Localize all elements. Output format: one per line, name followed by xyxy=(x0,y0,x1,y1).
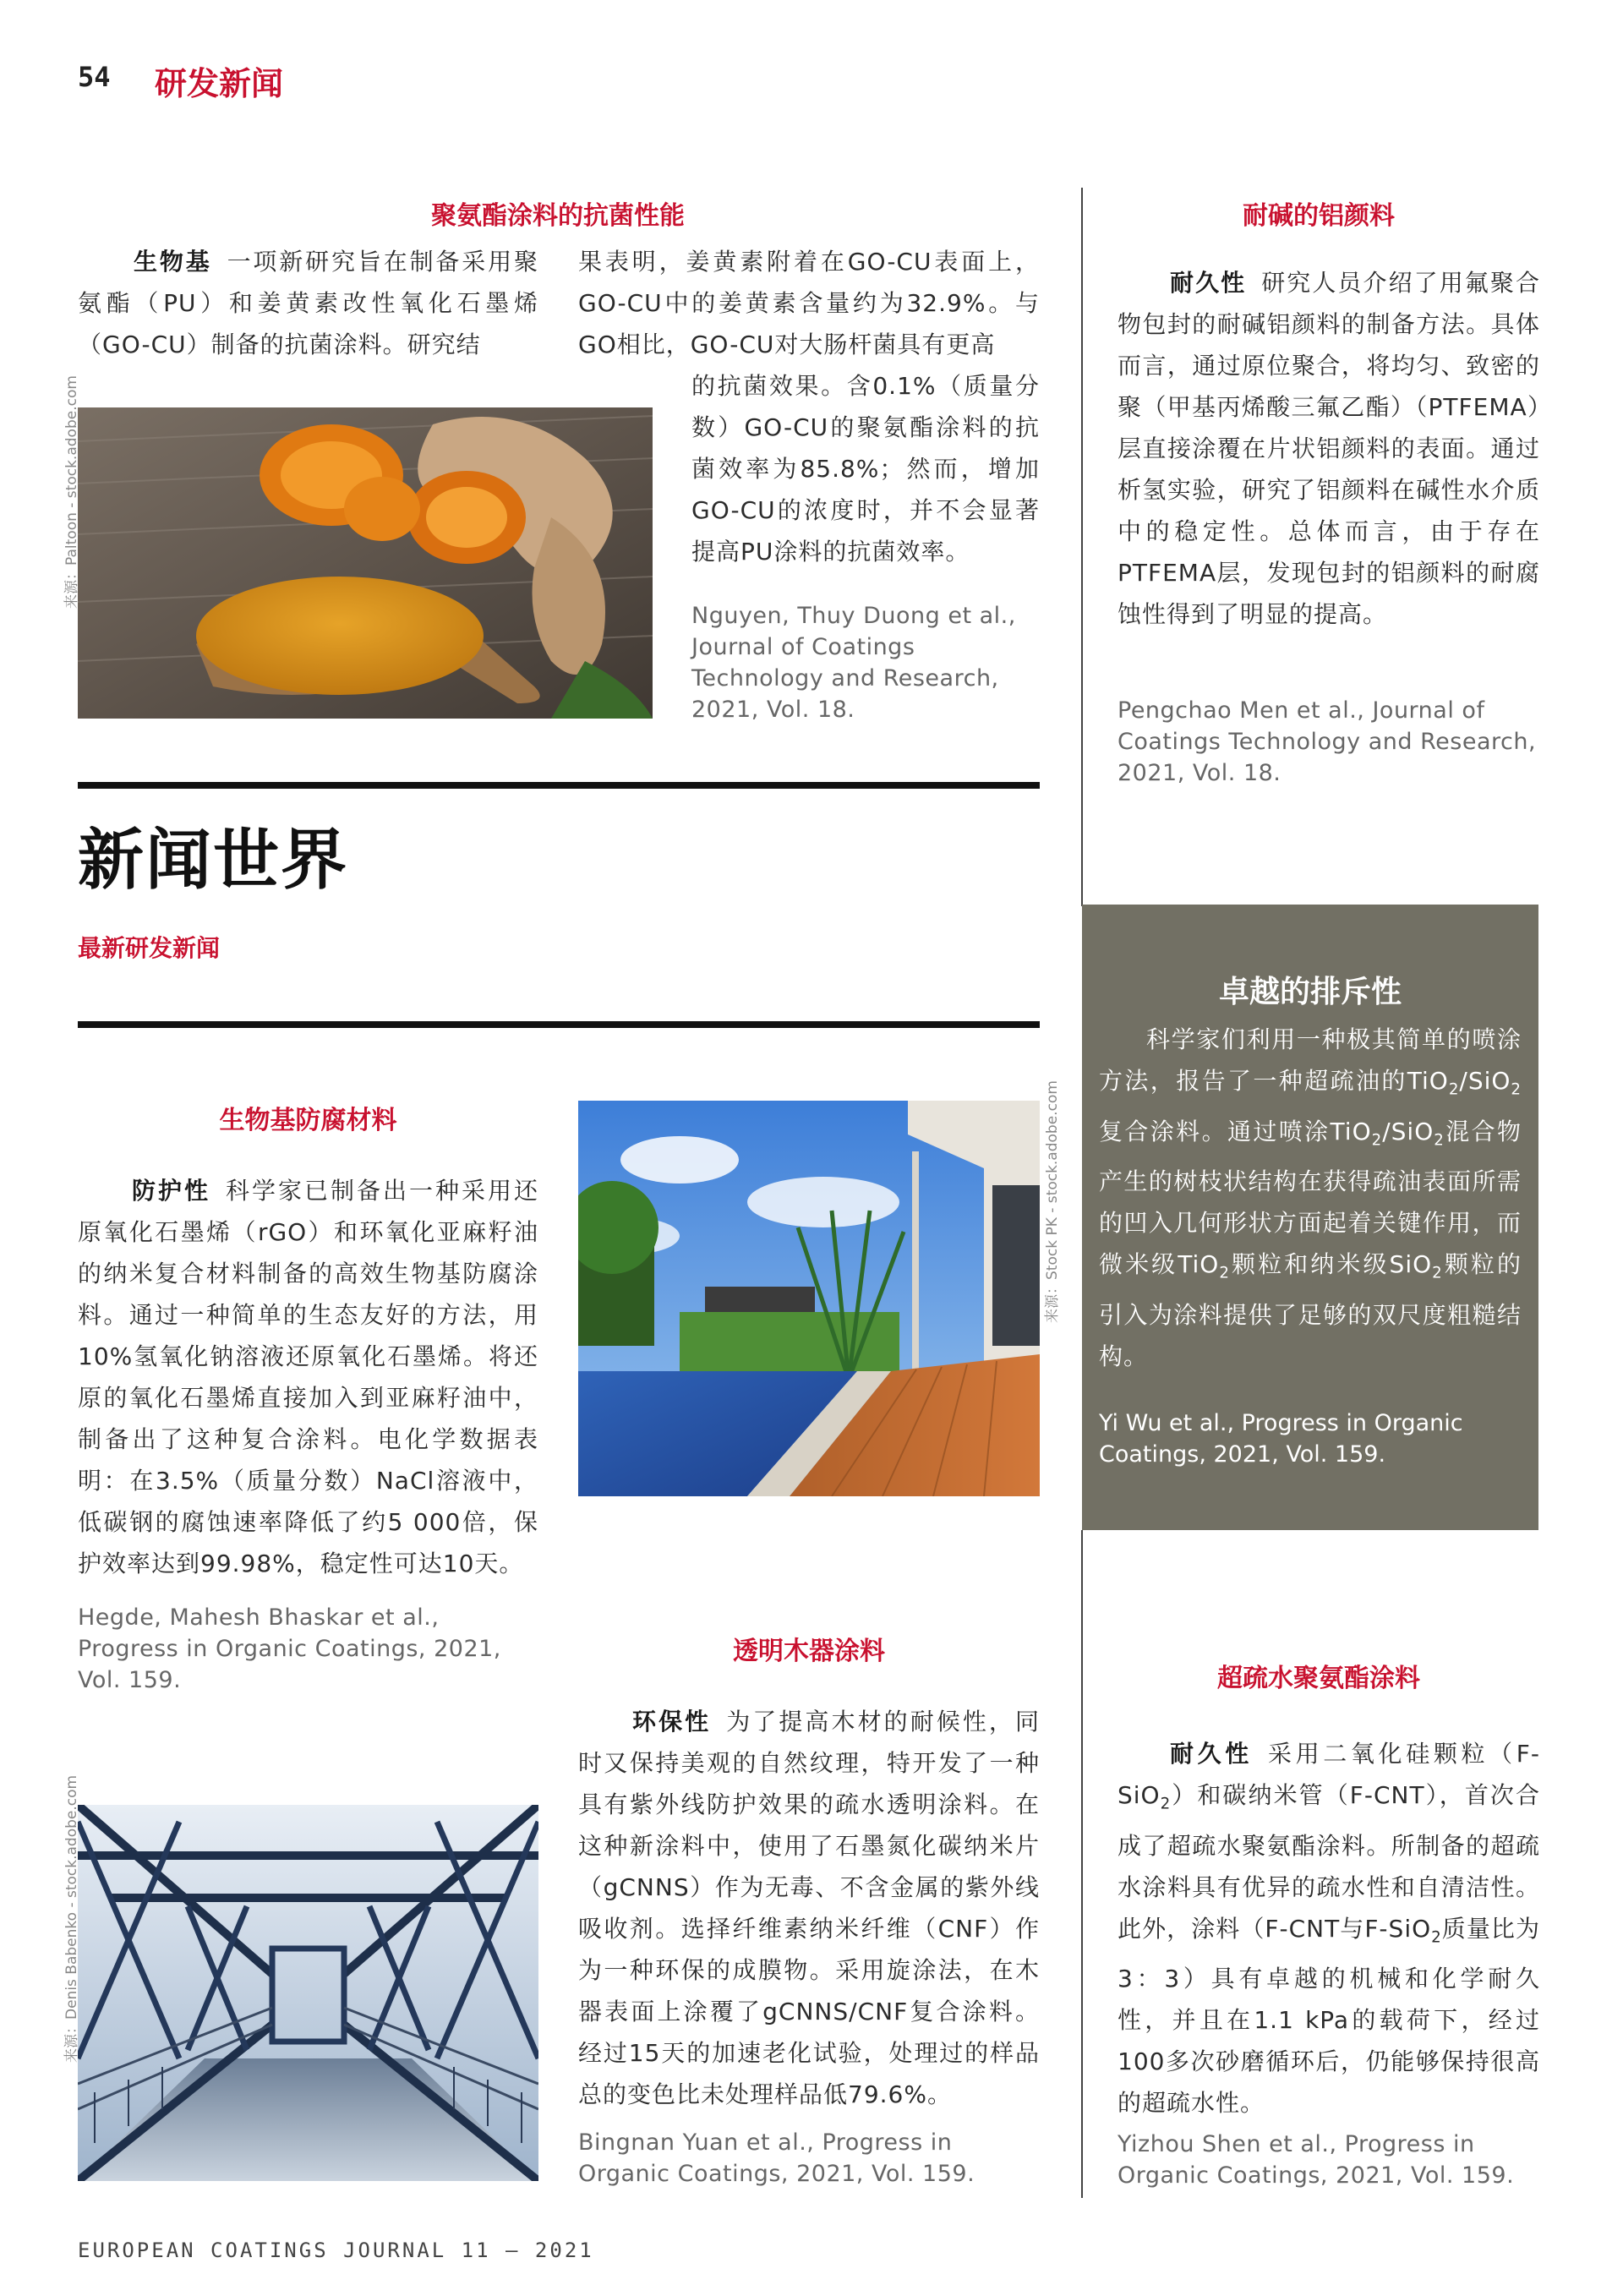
feature-title: 卓越的排斥性 xyxy=(1218,975,1402,1009)
news-world-subtitle: 最新研发新闻 xyxy=(78,934,221,962)
section-rule-top xyxy=(78,782,1040,789)
footer: EUROPEAN COATINGS JOURNAL 11 – 2021 xyxy=(78,2239,594,2262)
feature-text-1: 科学家们利用一种极其简单的喷涂方法，报告了一种超疏油的TiO xyxy=(1099,1025,1522,1095)
subscript: 2 xyxy=(1219,1264,1230,1282)
article-body xyxy=(1118,262,1540,635)
article-lead: 环保性 xyxy=(632,1708,712,1736)
article-text-1: 采用二氧化硅颗粒（F-SiO xyxy=(1118,1740,1540,1809)
subscript: 2 xyxy=(1432,1264,1443,1282)
article-text-2: ）和碳纳米管（F-CNT），首次合成了超疏水聚氨酯涂料。所制备的超疏水涂料具有优异的疏水性和自清洁性。此外，涂料（F-CNT与F-SiO xyxy=(1118,1781,1540,1943)
article-lead: 生物基 xyxy=(134,248,212,276)
article-body xyxy=(78,1170,538,1584)
image-credit: 来源：Paltoon - stock.adobe.com xyxy=(63,375,80,609)
column-divider-lower xyxy=(1081,1530,1083,2198)
image-credit: 来源：Denis Babenko - stock.adobe.com xyxy=(63,1774,80,2063)
subscript: 2 xyxy=(1431,1928,1442,1947)
article-body-left xyxy=(78,241,538,365)
feature-text xyxy=(1099,1019,1522,1377)
article-title: 透明木器涂料 xyxy=(733,1637,885,1666)
column-divider xyxy=(1081,188,1083,906)
pool-image xyxy=(578,1101,1040,1496)
subscript: 2 xyxy=(1160,1795,1172,1813)
article-citation: Pengchao Men et al., Journal of Coatings Technology and Research, 2021, Vol. 18. xyxy=(1118,697,1537,786)
article-lead: 耐久性 xyxy=(1170,269,1247,297)
article-text-3: 质量比为3：3）具有卓越的机械和化学耐久性，并且在1.1 kPa的载荷下，经过100多次砂磨循环后，仍能够保持很高的超疏水性。 xyxy=(1118,1914,1540,2118)
turmeric-image xyxy=(78,407,653,719)
article-text: 科学家已制备出一种采用还原氧化石墨烯（rGO）和环氧化亚麻籽油的纳米复合材料制备的高效生物基防腐涂料。通过一种简单的生态友好的方法，用10%氢氧化钠溶液还原氧化石墨烯。将还原的氧化石墨烯直接加入到亚麻籽油中，制备出了这种复合涂料。电化学数据表明：在3.5%（质量分数）NaCl溶液中，低碳钢的腐蚀速率降低了约5 000倍，保护效率达到99.98%，稳定性可达10天。 xyxy=(78,1177,538,1577)
article-text: 研究人员介绍了用氟聚合物包封的耐碱铝颜料的制备方法。具体而言，通过原位聚合，将均匀、致密的聚（甲基丙烯酸三氟乙酯）（PTFEMA）层直接涂覆在片状铝颜料的表面。通过析氢实验，研究了铝颜料在碱性水介质中的稳定性。总体而言，由于存在PTFEMA层，发现包封的铝颜料的耐腐蚀性得到了明显的提高。 xyxy=(1118,269,1540,628)
article-title: 聚氨酯涂料的抗菌性能 xyxy=(431,201,685,231)
feature-text-4: /SiO xyxy=(1382,1117,1434,1145)
article-body-right-lower: 的抗菌效果。含0.1%（质量分数）GO-CU的聚氨酯涂料的抗菌效率为85.8%；然而，增加GO-CU的浓度时，并不会显著提高PU涂料的抗菌效率。 xyxy=(691,372,1040,566)
bridge-image xyxy=(78,1805,538,2181)
page-number: 54 xyxy=(78,61,111,93)
feature-text-3: 复合涂料。通过喷涂TiO xyxy=(1099,1117,1372,1145)
feature-text-2: /SiO xyxy=(1459,1067,1511,1095)
subscript: 2 xyxy=(1434,1131,1445,1150)
article-title: 超疏水聚氨酯涂料 xyxy=(1217,1664,1420,1693)
article-citation: Yizhou Shen et al., Progress in Organic Coatings, 2021, Vol. 159. xyxy=(1118,2131,1515,2189)
article-title: 生物基防腐材料 xyxy=(219,1106,397,1135)
article-citation: Bingnan Yuan et al., Progress in Organic Coatings, 2021, Vol. 159. xyxy=(578,2129,975,2187)
subscript: 2 xyxy=(1511,1080,1522,1099)
article-lead: 耐久性 xyxy=(1170,1740,1253,1768)
section-header: 研发新闻 xyxy=(155,65,284,102)
feature-text-6: 颗粒和纳米级SiO xyxy=(1229,1250,1433,1279)
feature-box xyxy=(1082,905,1538,1530)
article-title: 耐碱的铝颜料 xyxy=(1243,201,1395,231)
article-body-right: 果表明，姜黄素附着在GO-CU表面上，GO-CU中的姜黄素含量约为32.9%。与GO相比，GO-CU对大肠杆菌具有更高 xyxy=(578,248,1040,358)
feature-citation: Yi Wu et al., Progress in Organic Coatings, 2021, Vol. 159. xyxy=(1099,1410,1463,1468)
article-citation: Nguyen, Thuy Duong et al., Journal of Coatings Technology and Research, 2021, Vol. 18. xyxy=(691,603,1016,723)
subscript: 2 xyxy=(1448,1080,1460,1099)
feature-text-5: 混合物产生的树枝状结构在获得疏油表面所需的凹入几何形状方面起着关键作用，而微米级TiO xyxy=(1099,1117,1522,1279)
article-citation: Hegde, Mahesh Bhaskar et al., Progress in Organic Coatings, 2021, Vol. 159. xyxy=(78,1604,501,1693)
subscript: 2 xyxy=(1371,1131,1383,1150)
article-body xyxy=(578,1701,1040,2115)
article-lead: 防护性 xyxy=(132,1177,210,1205)
article-text: 为了提高木材的耐候性，同时又保持美观的自然纹理，特开发了一种具有紫外线防护效果的疏水透明涂料。在这种新涂料中，使用了石墨氮化碳纳米片（gCNNS）作为无毒、不含金属的紫外线吸收剂。选择纤维素纳米纤维（CNF）作为一种环保的成膜物。采用旋涂法，在木器表面上涂覆了gCNNS/CNF复合涂料。经过15天的加速老化试验，处理过的样品总的变色比未处理样品低79.6%。 xyxy=(578,1708,1040,2108)
image-credit: 来源：Stock PK - stock.adobe.com xyxy=(1044,1080,1061,1323)
article-body xyxy=(1118,1733,1540,2124)
news-world-title: 新闻世界 xyxy=(78,823,349,899)
section-rule-bottom xyxy=(78,1021,1040,1028)
feature-text-7: 颗粒的引入为涂料提供了足够的双尺度粗糙结构。 xyxy=(1099,1250,1522,1370)
article-text: 一项新研究旨在制备采用聚氨酯（PU）和姜黄素改性氧化石墨烯（GO-CU）制备的抗菌涂料。研究结 xyxy=(78,248,538,358)
